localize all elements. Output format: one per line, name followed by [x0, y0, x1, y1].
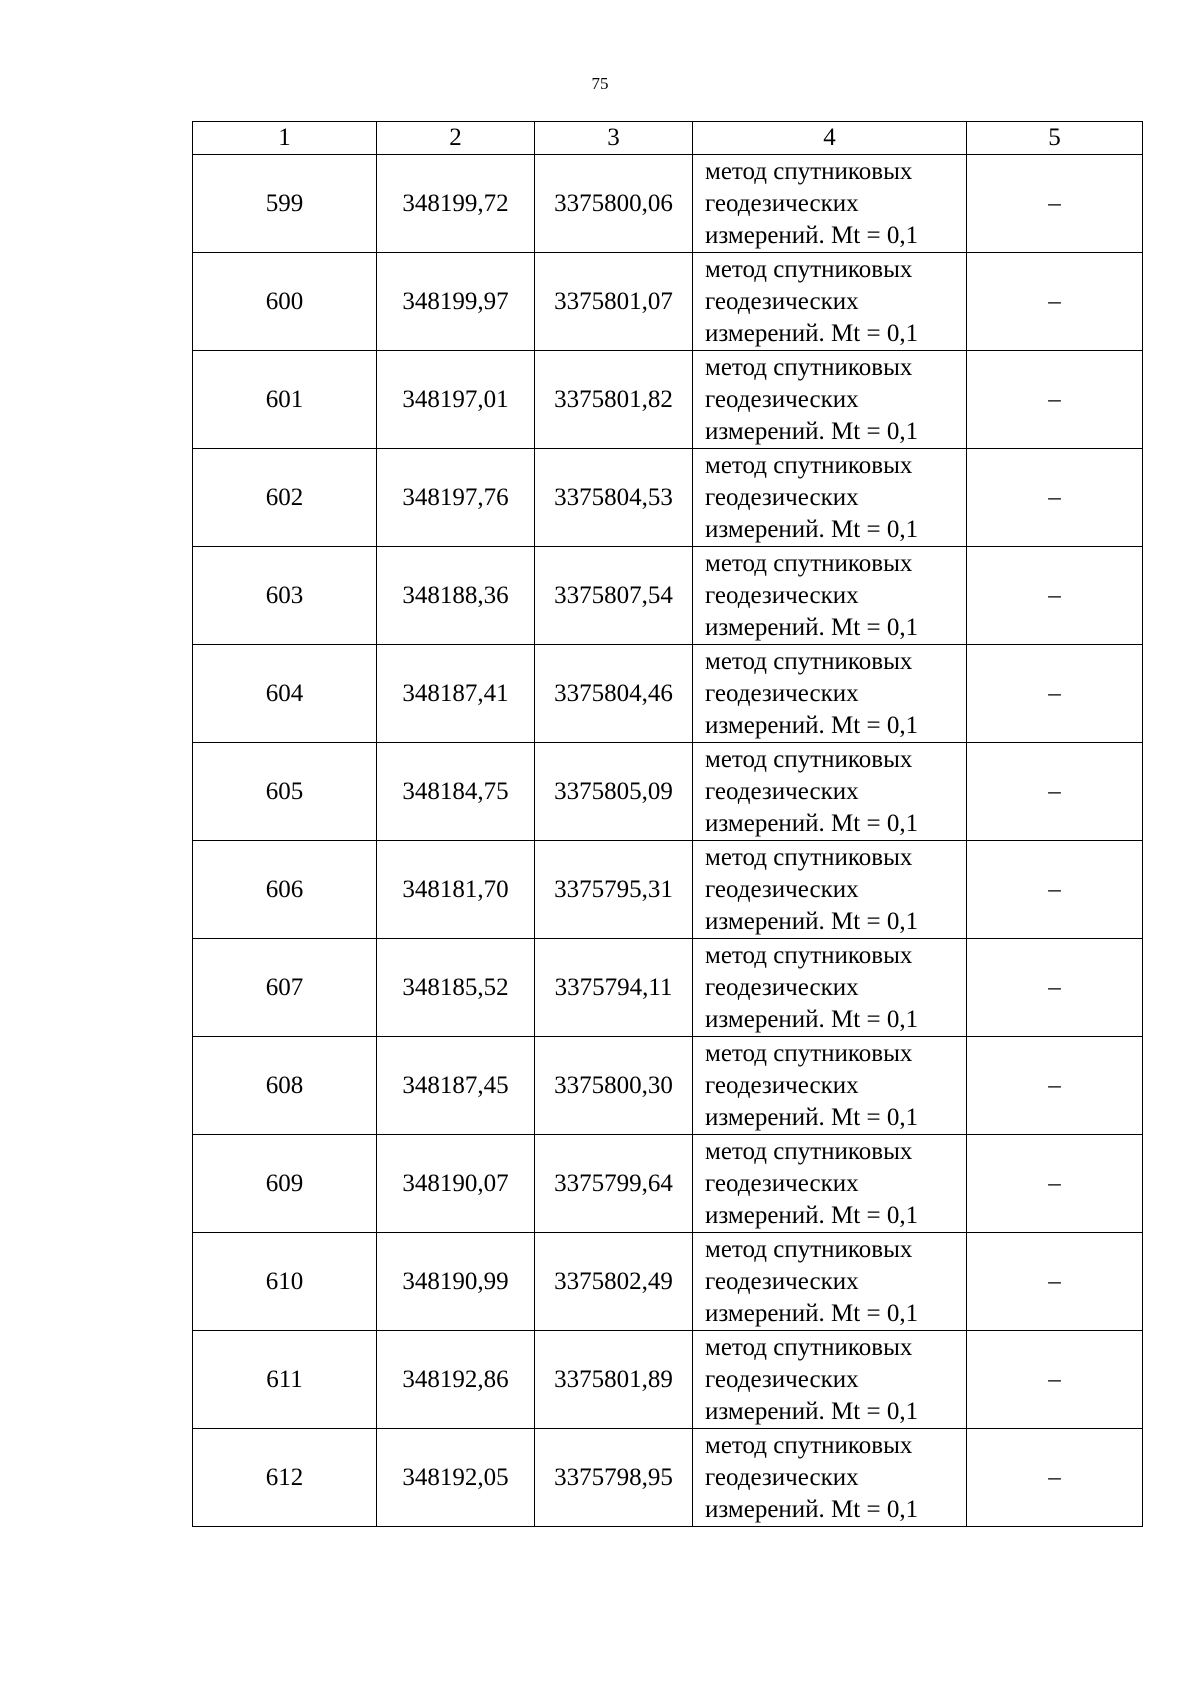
- method-line: геодезических: [705, 973, 859, 1001]
- y-coordinate-cell: 3375802,49: [535, 1233, 693, 1331]
- table-row: [193, 547, 1143, 645]
- method-line: метод спутниковых: [705, 1431, 913, 1459]
- x-coordinate-cell: 348184,75: [377, 743, 535, 841]
- method-line: измерений. Mt = 0,1: [705, 1201, 919, 1229]
- method-line: геодезических: [705, 1463, 859, 1491]
- method-line: геодезических: [705, 679, 859, 707]
- method-line: геодезических: [705, 1365, 859, 1393]
- note-cell: –: [967, 841, 1143, 939]
- method-line: измерений. Mt = 0,1: [705, 711, 919, 739]
- method-line: измерений. Mt = 0,1: [705, 417, 919, 445]
- header-cell-5: 5: [967, 122, 1143, 155]
- y-coordinate-cell: 3375794,11: [535, 939, 693, 1037]
- point-number-cell: 599: [193, 155, 377, 253]
- table-row: [193, 743, 1143, 841]
- x-coordinate-cell: 348199,72: [377, 155, 535, 253]
- method-line: метод спутниковых: [705, 451, 913, 479]
- method-line: геодезических: [705, 287, 859, 315]
- point-number-cell: 606: [193, 841, 377, 939]
- x-coordinate-cell: 348188,36: [377, 547, 535, 645]
- method-line: измерений. Mt = 0,1: [705, 1005, 919, 1033]
- method-cell: [693, 841, 967, 939]
- method-line: измерений. Mt = 0,1: [705, 319, 919, 347]
- point-number-cell: 607: [193, 939, 377, 1037]
- method-line: геодезических: [705, 875, 859, 903]
- y-coordinate-cell: 3375807,54: [535, 547, 693, 645]
- x-coordinate-cell: 348185,52: [377, 939, 535, 1037]
- method-line: метод спутниковых: [705, 353, 913, 381]
- point-number-cell: 608: [193, 1037, 377, 1135]
- y-coordinate-cell: 3375801,89: [535, 1331, 693, 1429]
- method-cell: [693, 743, 967, 841]
- point-number-cell: 612: [193, 1429, 377, 1527]
- table-row: [193, 253, 1143, 351]
- y-coordinate-cell: 3375800,06: [535, 155, 693, 253]
- method-line: геодезических: [705, 581, 859, 609]
- point-number-cell: 605: [193, 743, 377, 841]
- method-line: геодезических: [705, 1267, 859, 1295]
- method-line: метод спутниковых: [705, 255, 913, 283]
- table-row: [193, 1233, 1143, 1331]
- note-cell: –: [967, 1331, 1143, 1429]
- table-header: [193, 122, 1143, 155]
- header-cell-4: 4: [693, 122, 967, 155]
- method-line: измерений. Mt = 0,1: [705, 1299, 919, 1327]
- method-line: метод спутниковых: [705, 941, 913, 969]
- table-row: [193, 155, 1143, 253]
- method-line: геодезических: [705, 189, 859, 217]
- method-cell: [693, 351, 967, 449]
- method-line: метод спутниковых: [705, 1039, 913, 1067]
- method-line: геодезических: [705, 1169, 859, 1197]
- coordinates-table: [192, 121, 1143, 1527]
- header-cell-1: 1: [193, 122, 377, 155]
- page-number: 75: [591, 74, 609, 93]
- y-coordinate-cell: 3375799,64: [535, 1135, 693, 1233]
- note-cell: –: [967, 939, 1143, 1037]
- x-coordinate-cell: 348199,97: [377, 253, 535, 351]
- header-cell-2: 2: [377, 122, 535, 155]
- y-coordinate-cell: 3375801,07: [535, 253, 693, 351]
- method-line: измерений. Mt = 0,1: [705, 1495, 919, 1523]
- y-coordinate-cell: 3375795,31: [535, 841, 693, 939]
- point-number-cell: 601: [193, 351, 377, 449]
- method-line: метод спутниковых: [705, 157, 913, 185]
- x-coordinate-cell: 348197,01: [377, 351, 535, 449]
- note-cell: –: [967, 1233, 1143, 1331]
- method-line: измерений. Mt = 0,1: [705, 221, 919, 249]
- x-coordinate-cell: 348181,70: [377, 841, 535, 939]
- method-line: метод спутниковых: [705, 549, 913, 577]
- table-row: [193, 645, 1143, 743]
- method-cell: [693, 1429, 967, 1527]
- y-coordinate-cell: 3375804,46: [535, 645, 693, 743]
- method-line: измерений. Mt = 0,1: [705, 907, 919, 935]
- table-row: [193, 351, 1143, 449]
- header-row: [193, 122, 1143, 155]
- x-coordinate-cell: 348192,05: [377, 1429, 535, 1527]
- note-cell: –: [967, 743, 1143, 841]
- method-cell: [693, 1037, 967, 1135]
- method-line: метод спутниковых: [705, 647, 913, 675]
- x-coordinate-cell: 348192,86: [377, 1331, 535, 1429]
- method-line: измерений. Mt = 0,1: [705, 1397, 919, 1425]
- note-cell: –: [967, 547, 1143, 645]
- y-coordinate-cell: 3375798,95: [535, 1429, 693, 1527]
- point-number-cell: 610: [193, 1233, 377, 1331]
- point-number-cell: 609: [193, 1135, 377, 1233]
- method-cell: [693, 939, 967, 1037]
- coordinates-table-container: [192, 121, 1142, 1527]
- x-coordinate-cell: 348197,76: [377, 449, 535, 547]
- note-cell: –: [967, 155, 1143, 253]
- note-cell: –: [967, 449, 1143, 547]
- method-line: метод спутниковых: [705, 1333, 913, 1361]
- table-row: [193, 1331, 1143, 1429]
- method-line: геодезических: [705, 483, 859, 511]
- method-cell: [693, 1233, 967, 1331]
- method-line: метод спутниковых: [705, 1235, 913, 1263]
- method-cell: [693, 253, 967, 351]
- table-row: [193, 939, 1143, 1037]
- method-line: метод спутниковых: [705, 745, 913, 773]
- method-cell: [693, 1331, 967, 1429]
- point-number-cell: 602: [193, 449, 377, 547]
- x-coordinate-cell: 348187,45: [377, 1037, 535, 1135]
- note-cell: –: [967, 351, 1143, 449]
- x-coordinate-cell: 348190,99: [377, 1233, 535, 1331]
- method-cell: [693, 155, 967, 253]
- method-line: метод спутниковых: [705, 843, 913, 871]
- point-number-cell: 603: [193, 547, 377, 645]
- y-coordinate-cell: 3375800,30: [535, 1037, 693, 1135]
- table-row: [193, 1135, 1143, 1233]
- note-cell: –: [967, 1429, 1143, 1527]
- method-cell: [693, 645, 967, 743]
- point-number-cell: 600: [193, 253, 377, 351]
- note-cell: –: [967, 645, 1143, 743]
- header-cell-3: 3: [535, 122, 693, 155]
- method-line: геодезических: [705, 1071, 859, 1099]
- y-coordinate-cell: 3375804,53: [535, 449, 693, 547]
- table-body: [193, 155, 1143, 1527]
- method-line: измерений. Mt = 0,1: [705, 809, 919, 837]
- y-coordinate-cell: 3375801,82: [535, 351, 693, 449]
- note-cell: –: [967, 1135, 1143, 1233]
- table-row: [193, 1429, 1143, 1527]
- table-row: [193, 841, 1143, 939]
- y-coordinate-cell: 3375805,09: [535, 743, 693, 841]
- table-row: [193, 449, 1143, 547]
- x-coordinate-cell: 348190,07: [377, 1135, 535, 1233]
- method-line: метод спутниковых: [705, 1137, 913, 1165]
- method-cell: [693, 547, 967, 645]
- table-row: [193, 1037, 1143, 1135]
- method-line: геодезических: [705, 777, 859, 805]
- method-line: измерений. Mt = 0,1: [705, 515, 919, 543]
- method-line: геодезических: [705, 385, 859, 413]
- note-cell: –: [967, 1037, 1143, 1135]
- method-line: измерений. Mt = 0,1: [705, 1103, 919, 1131]
- note-cell: –: [967, 253, 1143, 351]
- method-cell: [693, 449, 967, 547]
- point-number-cell: 611: [193, 1331, 377, 1429]
- method-line: измерений. Mt = 0,1: [705, 613, 919, 641]
- method-cell: [693, 1135, 967, 1233]
- x-coordinate-cell: 348187,41: [377, 645, 535, 743]
- point-number-cell: 604: [193, 645, 377, 743]
